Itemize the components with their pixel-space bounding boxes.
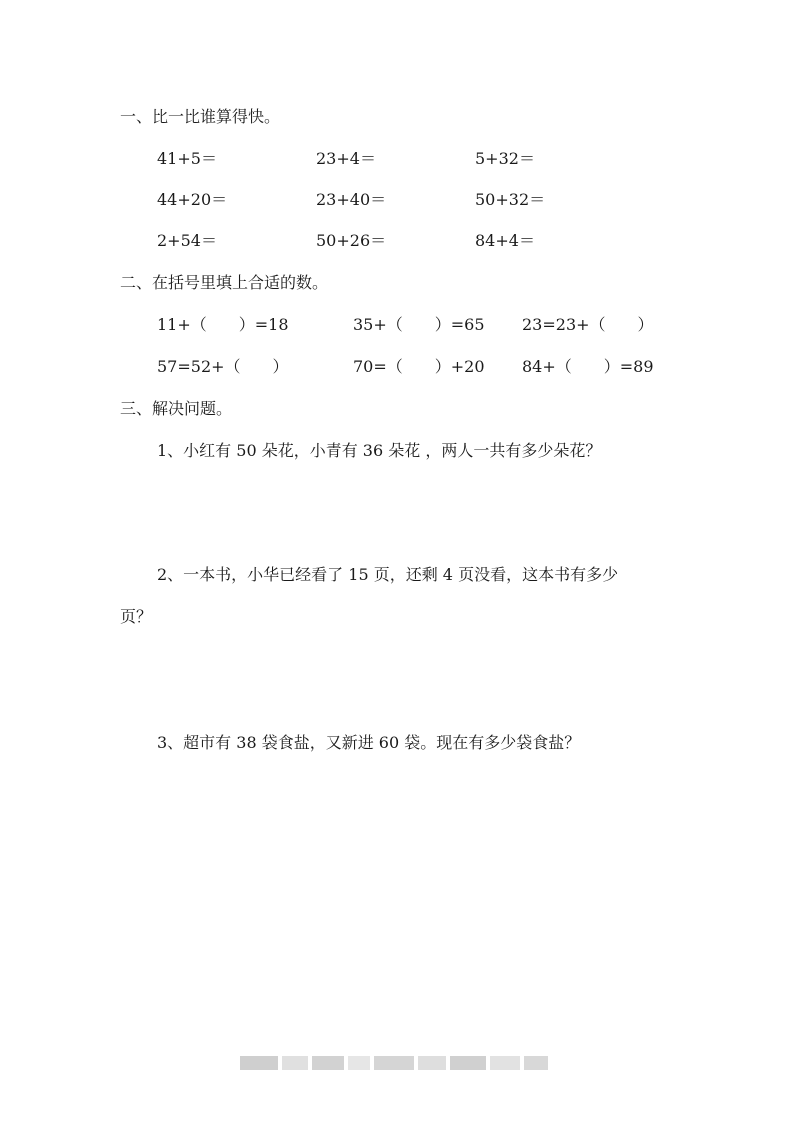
calc-item: 50+32＝: [475, 190, 546, 209]
footer-watermark: [240, 1056, 548, 1072]
word-problem-2-continuation: 页？: [120, 607, 153, 626]
word-problem-2: 2、一本书，小华已经看了 15 页，还剩 4 页没看，这本书有多少: [157, 565, 619, 584]
fill-blank-item: 70=（ ）+20: [353, 357, 485, 376]
calc-item: 84+4＝: [475, 231, 535, 250]
calc-item: 50+26＝: [316, 231, 387, 250]
calc-item: 2+54＝: [157, 231, 217, 250]
calc-item: 41+5＝: [157, 149, 217, 168]
fill-blank-item: 84+（ ）=89: [522, 357, 654, 376]
word-problem-1: 1、小红有 50 朵花，小青有 36 朵花 ，两人一共有多少朵花？: [157, 441, 602, 460]
fill-blank-item: 23=23+（ ）: [522, 315, 654, 334]
calc-item: 23+40＝: [316, 190, 387, 209]
calc-item: 44+20＝: [157, 190, 228, 209]
section2-heading: 二、在括号里填上合适的数。: [120, 273, 329, 292]
section3-heading: 三、解决问题。: [120, 399, 233, 418]
word-problem-3: 3、超市有 38 袋食盐，又新进 60 袋。现在有多少袋食盐？: [157, 733, 581, 752]
fill-blank-item: 11+（ ）=18: [157, 315, 289, 334]
fill-blank-item: 57=52+（ ）: [157, 357, 289, 376]
fill-blank-item: 35+（ ）=65: [353, 315, 485, 334]
calc-item: 5+32＝: [475, 149, 535, 168]
calc-item: 23+4＝: [316, 149, 376, 168]
section1-heading: 一、比一比谁算得快。: [120, 107, 281, 126]
